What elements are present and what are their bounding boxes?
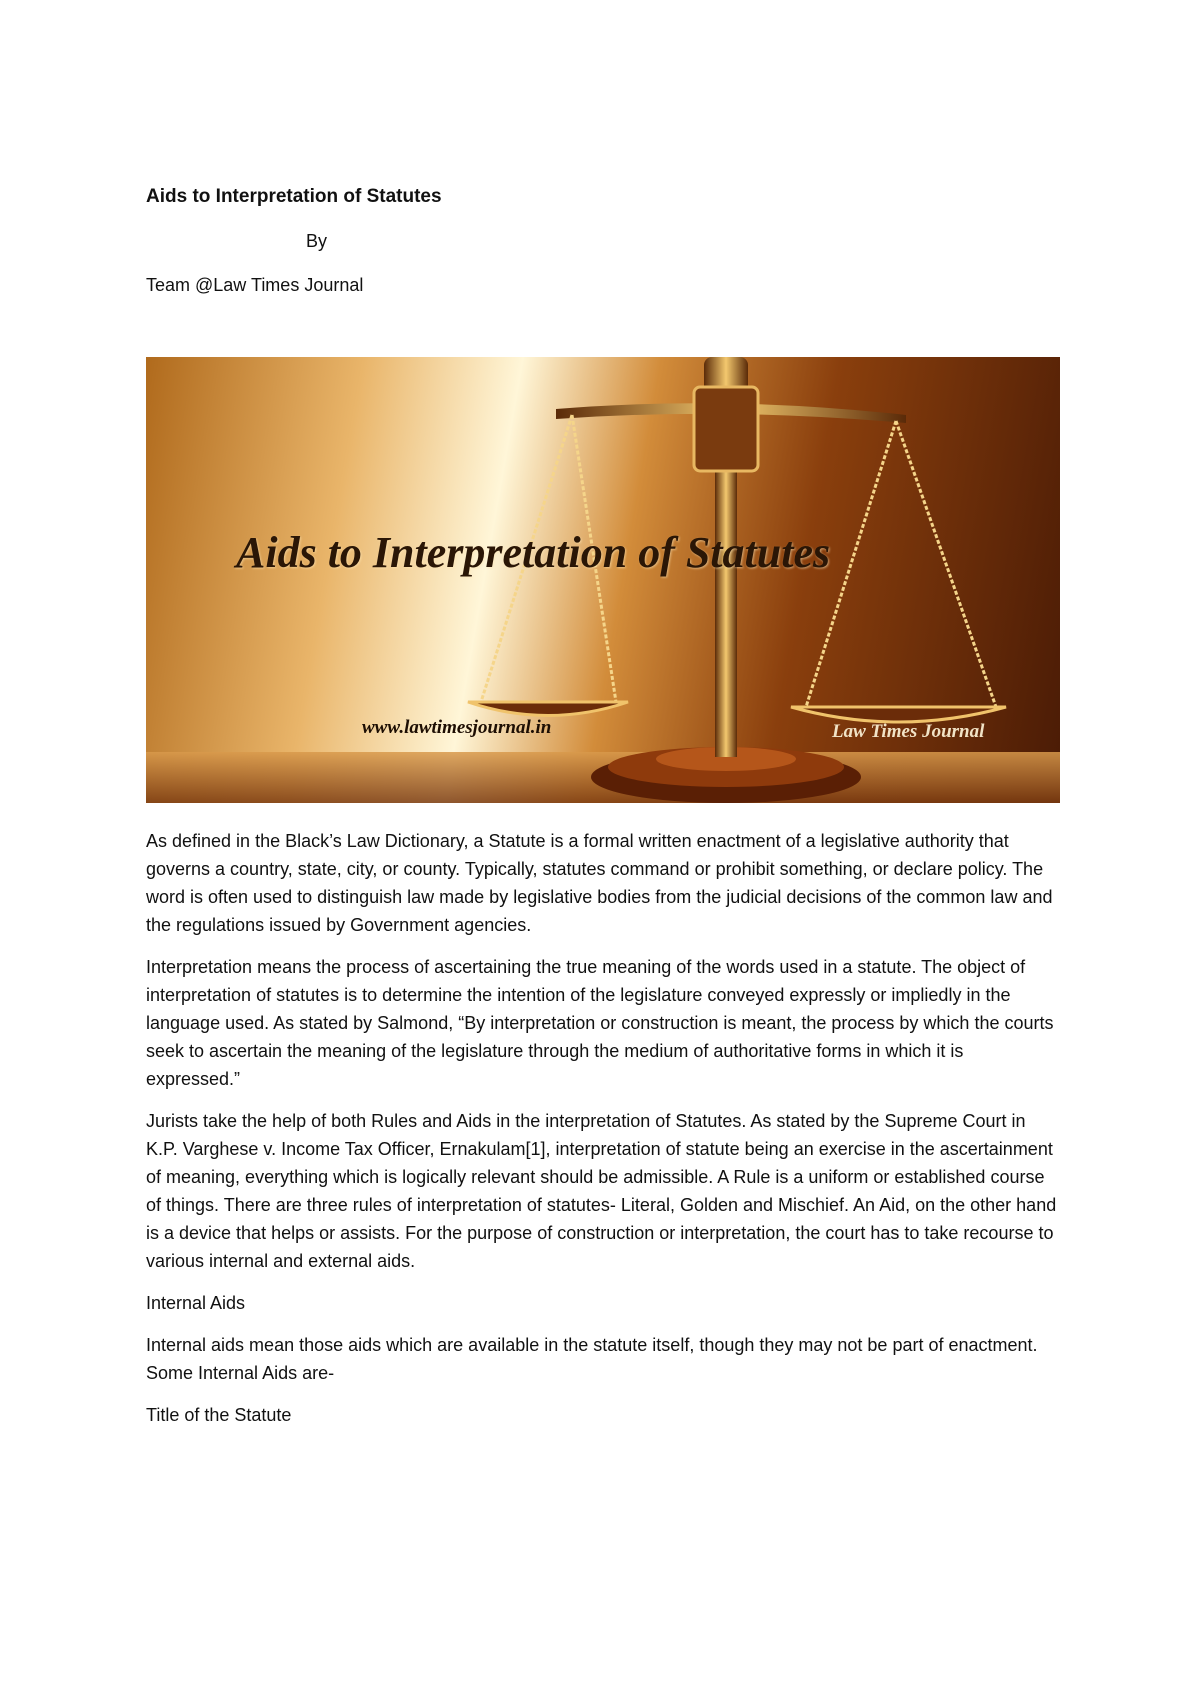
- banner-title: Aids to Interpretation of Statutes: [236, 528, 831, 577]
- banner-image: [146, 357, 1060, 803]
- paragraph-interpretation: Interpretation means the process of ascertaining the true meaning of the words used in a statute. The object of interpretation of statutes is to determine the intention of the legislature conveyed expressly or impliedly in the language used. As stated by Salmond, “By interpretation or construction is meant, the process by which the courts seek to ascertain the meaning of the legislature through the medium of authoritative forms in which it is expressed.”: [146, 957, 1054, 1089]
- heading-internal-aids: Internal Aids: [146, 1293, 246, 1313]
- byline-author: Team @Law Times Journal: [146, 275, 364, 295]
- banner-brand: Law Times Journal: [832, 721, 985, 742]
- heading-title-of-statute: Title of the Statute: [146, 1405, 292, 1425]
- document-content: [146, 184, 1062, 1429]
- byline-by: By: [306, 231, 328, 251]
- paragraph-internal-aids: Internal aids mean those aids which are available in the statute itself, though they may not be part of enactment. Some Internal Aids are-: [146, 1335, 1038, 1383]
- paragraph-rules-and-aids: Jurists take the help of both Rules and Aids in the interpretation of Statutes. As stated by the Supreme Court in K.P. Varghese v. Income Tax Officer, Ernakulam[1], interpretation of statute being an exercise in the ascertainment of meaning, everything which is logically relevant should be admissible. A Rule is a uniform or established course of things. There are three rules of interpretation of statutes- Literal, Golden and Mischief. An Aid, on the other hand is a device that helps or assists. For the purpose of construction or interpretation, the court has to take recourse to various internal and external aids.: [146, 1111, 1057, 1271]
- paragraph-definition: As defined in the Black’s Law Dictionary, a Statute is a formal written enactment of a legislative authority that governs a country, state, city, or county. Typically, statutes command or prohibit something, or declare policy. The word is often used to distinguish law made by legislative bodies from the judicial decisions of the common law and the regulations issued by Government agencies.: [146, 831, 1053, 935]
- document-title: Aids to Interpretation of Statutes: [146, 186, 442, 207]
- banner-url: www.lawtimesjournal.in: [362, 717, 552, 738]
